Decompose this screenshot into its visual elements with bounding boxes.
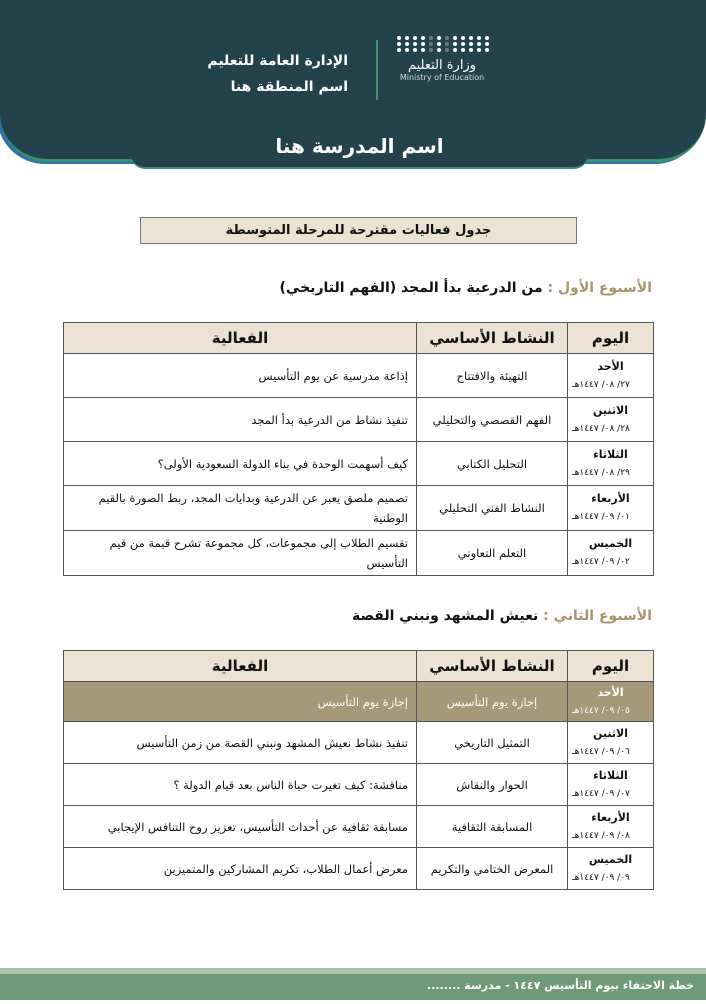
header-event: الفعالية <box>64 651 417 682</box>
activity-cell: إجازة يوم التأسيس <box>417 682 568 722</box>
event-cell: إذاعة مدرسية عن يوم التأسيس <box>64 354 417 398</box>
day-name: الثلاثاء <box>593 447 628 461</box>
day-cell <box>568 398 654 442</box>
day-cell <box>568 354 654 398</box>
date: ٠٢/ ٠٩/ ١٤٤٧هـ <box>572 557 630 567</box>
date: ٢٨/ ٠٨/ ١٤٤٧هـ <box>572 423 630 434</box>
day-cell <box>568 682 654 722</box>
date: ٢٧/ ٠٨/ ١٤٤٧هـ <box>572 379 630 390</box>
week-title: من الدرعية بدأ المجد (الفهم التاريخي) <box>279 280 543 296</box>
table-row <box>64 682 654 722</box>
table-row <box>64 764 654 806</box>
day-name: الخميس <box>588 537 633 550</box>
activity-cell: الحوار والنقاش <box>417 764 568 806</box>
day-cell <box>568 848 654 890</box>
day-cell <box>568 722 654 764</box>
week-2-heading <box>352 608 652 624</box>
table-row <box>64 398 654 442</box>
ministry-name-en: Ministry of Education <box>399 73 485 82</box>
activity-cell: الفهم القصصي والتحليلي <box>417 398 568 442</box>
header-activity: النشاط الأساسي <box>417 651 568 682</box>
day-cell <box>568 486 654 531</box>
header-day: اليوم <box>568 323 654 354</box>
date: ٠٩/ ٠٩/ ١٤٤٧هـ <box>572 872 630 883</box>
week-label: الأسبوع الثاني : <box>543 608 652 624</box>
week-title: نعيش المشهد ونبني القصة <box>352 608 539 624</box>
date: ٠٥/ ٠٩/ ١٤٤٧هـ <box>572 705 630 716</box>
event-cell: إجازة يوم التأسيس <box>64 682 417 722</box>
logo-dots-icon <box>392 36 492 52</box>
event-cell: تنفيذ نشاط من الدرعية بدأ المجد <box>64 398 417 442</box>
date: ٢٩/ ٠٨/ ١٤٤٧هـ <box>572 467 630 478</box>
table-row <box>64 722 654 764</box>
day-cell <box>568 442 654 486</box>
header-day: اليوم <box>568 651 654 682</box>
date: ٠٧/ ٠٩/ ١٤٤٧هـ <box>572 788 630 799</box>
activity-cell: المسابقة الثقافية <box>417 806 568 848</box>
header-activity: النشاط الأساسي <box>417 323 568 354</box>
event-cell: تقسيم الطلاب إلى مجموعات، كل مجموعة تشرح قيمة من قيم التأسيس <box>64 531 417 576</box>
day-name: الأربعاء <box>591 810 630 824</box>
header-event: الفعالية <box>64 323 417 354</box>
activity-cell: المعرض الختامي والتكريم <box>417 848 568 890</box>
activity-cell: النشاط الفني التحليلي <box>417 486 568 531</box>
event-cell: تصميم ملصق يعبر عن الدرعية وبدايات المجد، ربط الصورة بالقيم الوطنية <box>64 486 417 531</box>
event-cell: كيف أسهمت الوحدة في بناء الدولة السعودية الأولى؟ <box>64 442 417 486</box>
activity-cell: التهيئة والافتتاح <box>417 354 568 398</box>
event-cell: معرض أعمال الطلاب، تكريم المشاركين والمتميزين <box>64 848 417 890</box>
day-cell <box>568 764 654 806</box>
ministry-logo <box>392 36 492 82</box>
day-cell <box>568 531 654 576</box>
week-1-heading <box>280 280 652 296</box>
date: ٠١/ ٠٩/ ١٤٤٧هـ <box>572 512 630 522</box>
event-cell: تنفيذ نشاط نعيش المشهد ونبني القصة من زمن التأسيس <box>64 722 417 764</box>
week-2-table <box>63 650 654 890</box>
table-row <box>64 486 654 531</box>
ministry-name-ar: وزارة التعليم <box>407 58 477 73</box>
day-name: الخميس <box>588 852 633 866</box>
day-name: الاثنين <box>593 403 628 417</box>
day-name: الثلاثاء <box>593 768 628 782</box>
day-name: الأحد <box>597 685 624 699</box>
table-row <box>64 531 654 576</box>
event-cell: مسابقة ثقافية عن أحداث التأسيس، تعزيز روح التنافس الإيجابي <box>64 806 417 848</box>
week-1-table <box>63 322 654 576</box>
dept-line1: الإدارة العامة للتعليم <box>207 53 348 69</box>
week-label: الأسبوع الأول : <box>547 280 652 296</box>
day-cell <box>568 806 654 848</box>
dept-line2: اسم المنطقة هنا <box>230 79 348 95</box>
table-row <box>64 354 654 398</box>
divider <box>376 40 378 100</box>
document-title: جدول فعاليات مقترحة للمرحلة المتوسطة <box>140 217 577 244</box>
day-name: الأربعاء <box>591 492 630 505</box>
footer: خطة الاحتفاء بيوم التأسيس ١٤٤٧ - مدرسة ........ <box>0 968 706 1000</box>
table-header <box>64 323 654 354</box>
table-row <box>64 442 654 486</box>
date: ٠٨/ ٠٩/ ١٤٤٧هـ <box>572 830 630 841</box>
event-cell: مناقشة: كيف تغيرت حياة الناس بعد قيام الدولة ؟ <box>64 764 417 806</box>
date: ٠٦/ ٠٩/ ١٤٤٧هـ <box>572 746 630 757</box>
table-header <box>64 651 654 682</box>
table-row <box>64 848 654 890</box>
day-name: الاثنين <box>593 726 628 740</box>
activity-cell: التحليل الكتابي <box>417 442 568 486</box>
school-name: اسم المدرسة هنا <box>131 126 588 169</box>
day-name: الأحد <box>597 359 624 373</box>
activity-cell: التمثيل التاريخي <box>417 722 568 764</box>
table-row <box>64 806 654 848</box>
department <box>207 48 348 100</box>
activity-cell: التعلم التعاوني <box>417 531 568 576</box>
